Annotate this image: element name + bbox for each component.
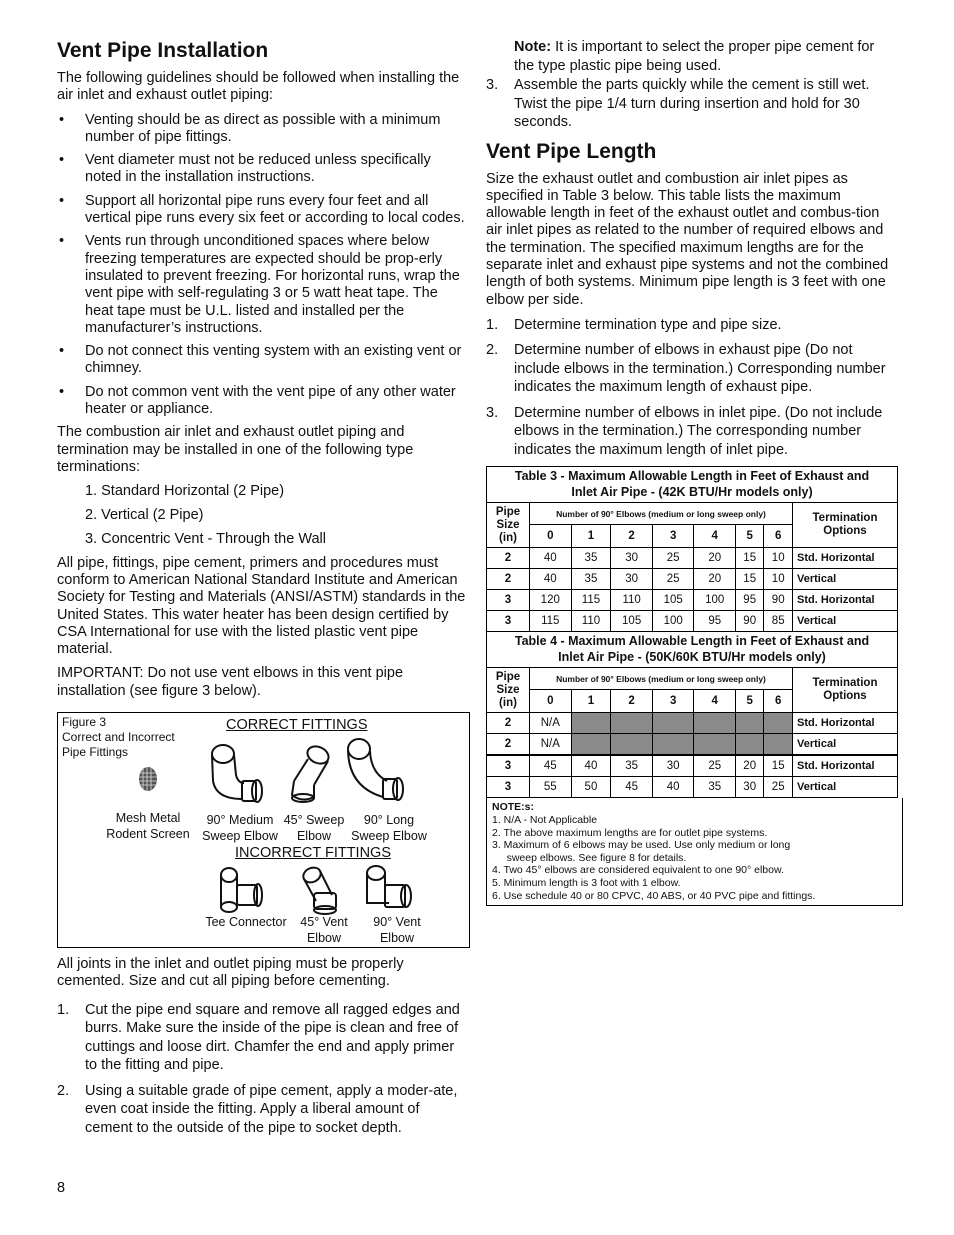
- na-cell: [611, 713, 653, 734]
- note-item: 5. Minimum length is 3 foot with 1 elbow.: [492, 876, 681, 889]
- sweep-45-elbow-icon: [284, 743, 334, 805]
- table-row: 3 55 50 45 40 35 30 25 Vertical: [487, 777, 898, 798]
- pipe-size-header: Pipe Size (in): [487, 668, 530, 713]
- step-item: 3. Determine number of elbows in inlet pipe. (Do not include elbows in the termination.) The corresponding number indicates the maximum length of inlet pipe.: [486, 404, 883, 458]
- note-item: 2. The above maximum lengths are for outlet pipe systems.: [492, 826, 768, 839]
- step-item: 1. Determine termination type and pipe size.: [486, 316, 782, 333]
- na-cell: [571, 734, 611, 756]
- vent-45-label: 45° Vent Elbow: [300, 915, 348, 945]
- section-title-installation: Vent Pipe Installation: [57, 39, 269, 62]
- na-cell: [571, 713, 611, 734]
- note-item: 3. Maximum of 6 elbows may be used. Use only medium or long: [492, 839, 791, 852]
- long-sweep-label: 90° Long Sweep Elbow: [351, 813, 427, 843]
- table-row: 3 120 115 110 105 100 95 90 Std. Horizontal: [487, 590, 898, 611]
- termination-item: 2. Vertical (2 Pipe): [85, 507, 204, 524]
- vent-90-label: 90° Vent Elbow: [373, 915, 421, 945]
- sweep-45-label: 45° Sweep Elbow: [283, 813, 345, 843]
- table-3: [486, 466, 898, 798]
- elbows-header: Number of 90° Elbows (medium or long sweep only): [530, 668, 793, 689]
- na-cell: [764, 713, 793, 734]
- termination-item: 3. Concentric Vent - Through the Wall: [85, 530, 326, 547]
- na-cell: [694, 713, 736, 734]
- step-item: 1. Cut the pipe end square and remove all ragged edges and burrs. Make sure the inside of the pipe is clean and free of cuttings and loose dirt. Chamfer the end and apply primer to the fitting and pipe.: [57, 1001, 460, 1074]
- elbow-count-row: 0 1 2 3 4 5 6: [487, 689, 898, 713]
- medium-sweep-elbow-icon: [208, 741, 268, 807]
- table-notes: NOTE:s: 1. N/A - Not Applicable 2. The above maximum lengths are for outlet pipe systems. 3. Maximum of 6 elbows may be used. Use only medium or long sweep elbows. See figure 8 for details. 4. Two 45° elbows are considered equivalent to one 90° elbow. 5. Minimum length is 3 foot with 1 elbow. 6. Use schedule 40 or 80 CPVC, 40 ABS, or 40 PVC pipe and fittings.: [486, 798, 903, 906]
- na-cell: [652, 713, 694, 734]
- left-column: [57, 38, 469, 1144]
- elbows-header: Number of 90° Elbows (medium or long sweep only): [530, 503, 793, 524]
- correct-fittings-heading: CORRECT FITTINGS: [226, 717, 368, 733]
- figure-3-fittings: [57, 712, 470, 948]
- length-intro: Size the exhaust outlet and combustion air inlet pipes as specified in Table 3 below. This table lists the maximum allowable length in feet of the exhaust outlet and combus-tion air inlet pipes as related to the number of required elbows and the termination. The specified maximum lengths are for the separate inlet and exhaust pipe systems and not the combined length of both systems. Minimum pipe length is 3 feet with one elbow per side.: [486, 170, 889, 308]
- table-row: 2 40 35 30 25 20 15 10 Vertical: [487, 569, 898, 590]
- pipe-size-header: Pipe Size (in): [487, 503, 530, 548]
- mesh-screen-icon: [136, 765, 160, 793]
- vent-45-elbow-icon: [298, 863, 348, 919]
- step-item: 3. Assemble the parts quickly while the cement is still wet. Twist the pipe 1/4 turn during insertion and hold for 30 seconds.: [486, 77, 870, 130]
- table-row: 2 40 35 30 25 20 15 10 Std. Horizontal: [487, 548, 898, 569]
- na-cell: [652, 734, 694, 756]
- standards-paragraph: All pipe, fittings, pipe cement, primers and procedures must conform to American National Standard Institute and American Society for Testing and Materials (ANSI/ASTM) standards in the United States. This water heater has been design certified by CSA International for use with the listed plastic vent pipe material.: [57, 554, 466, 658]
- cement-steps: [57, 1001, 469, 1138]
- table-row: 3 115 110 105 100 95 90 85 Vertical: [487, 611, 898, 632]
- table-row: 2 N/A Vertical: [487, 734, 898, 756]
- tee-connector-label: Tee Connector: [205, 915, 287, 929]
- elbow-count-row: 0 1 2 3 4 5 6: [487, 524, 898, 548]
- length-steps: [486, 316, 898, 460]
- guideline-item: • Venting should be as direct as possible with a minimum number of pipe fittings.: [59, 111, 441, 145]
- page-number: 8: [57, 1180, 66, 1196]
- intro-paragraph: The following guidelines should be followed when installing the air inlet and exhaust outlet piping:: [57, 70, 460, 104]
- na-cell: [764, 734, 793, 756]
- guideline-item: • Do not common vent with the vent pipe of any other water heater or appliance.: [59, 383, 456, 418]
- table-3-title: Table 3 - Maximum Allowable Length in Feet of Exhaust and Inlet Air Pipe - (42K BTU/Hr models only): [487, 467, 898, 503]
- na-cell: [736, 734, 764, 756]
- termination-header: Termination Options: [793, 668, 898, 713]
- note-item: 6. Use schedule 40 or 80 CPVC, 40 ABS, or 40 PVC pipe and fittings.: [492, 889, 816, 902]
- na-cell: [736, 713, 764, 734]
- long-sweep-elbow-icon: [343, 735, 413, 807]
- guideline-item: • Support all horizontal pipe runs every four feet and all vertical pipe runs every six feet or according to local codes.: [59, 192, 465, 227]
- step-item: 2. Determine number of elbows in exhaust pipe (Do not include elbows in the termination.) Corresponding number indicates the maximum length of exhaust pipe.: [486, 342, 886, 396]
- mesh-screen-label: Mesh Metal Rodent Screen: [106, 811, 190, 841]
- vent-90-elbow-icon: [363, 863, 417, 917]
- assemble-step: [486, 76, 898, 132]
- guideline-list: [57, 112, 469, 419]
- figure-caption: Figure 3 Correct and Incorrect Pipe Fittings: [62, 715, 175, 759]
- medium-sweep-label: 90° Medium Sweep Elbow: [202, 813, 278, 843]
- termination-item: 1. Standard Horizontal (2 Pipe): [85, 483, 285, 500]
- termination-list: [85, 483, 469, 548]
- termination-header: Termination Options: [793, 503, 898, 548]
- guideline-item: • Vents run through unconditioned spaces where below freezing temperatures are expected should be prop-erly insulated to prevent freezing. For horizontal runs, wrap the vent pipe with self-regulating 3 or 5 watt heat tape. The heat tape must be U.L. listed and installed per the manufacturer’s instructions.: [59, 233, 460, 336]
- note-item: 1. N/A - Not Applicable: [492, 813, 598, 826]
- na-cell: [694, 734, 736, 756]
- step-item: 2. Using a suitable grade of pipe cement, apply a moder-ate, even coat inside the fitting. Apply a liberal amount of cement to the outside of the pipe to socket depth.: [57, 1082, 458, 1136]
- note-item: 4. Two 45° elbows are considered equivalent to one 90° elbow.: [492, 864, 784, 877]
- guideline-item: • Vent diameter must not be reduced unless specifically noted in the installation instructions.: [59, 152, 431, 186]
- table-4-title: Table 4 - Maximum Allowable Length in Feet of Exhaust and Inlet Air Pipe - (50K/60K BTU/Hr models only): [487, 632, 898, 668]
- important-paragraph: IMPORTANT: Do not use vent elbows in this vent pipe installation (see figure 3 below).: [57, 665, 404, 699]
- tee-connector-icon: [218, 865, 268, 915]
- note-item: sweep elbows. See figure 8 for details.: [492, 851, 687, 864]
- na-cell: [611, 734, 653, 756]
- joints-paragraph: All joints in the inlet and outlet piping must be properly cemented. Size and cut all piping before cementing.: [57, 956, 404, 990]
- terminations-intro: The combustion air inlet and exhaust outlet piping and termination may be installed in one of the following type terminations:: [57, 424, 414, 475]
- table-row: 3 45 40 35 30 25 20 15 Std. Horizontal: [487, 755, 898, 777]
- right-column: [486, 38, 898, 906]
- cement-note: Note: It is important to select the proper pipe cement for the type plastic pipe being used.: [514, 39, 875, 74]
- section-title-length: Vent Pipe Length: [486, 139, 657, 163]
- incorrect-fittings-heading: INCORRECT FITTINGS: [235, 845, 392, 861]
- guideline-item: • Do not connect this venting system with an existing vent or chimney.: [59, 343, 462, 377]
- table-row: 2 N/A Std. Horizontal: [487, 713, 898, 734]
